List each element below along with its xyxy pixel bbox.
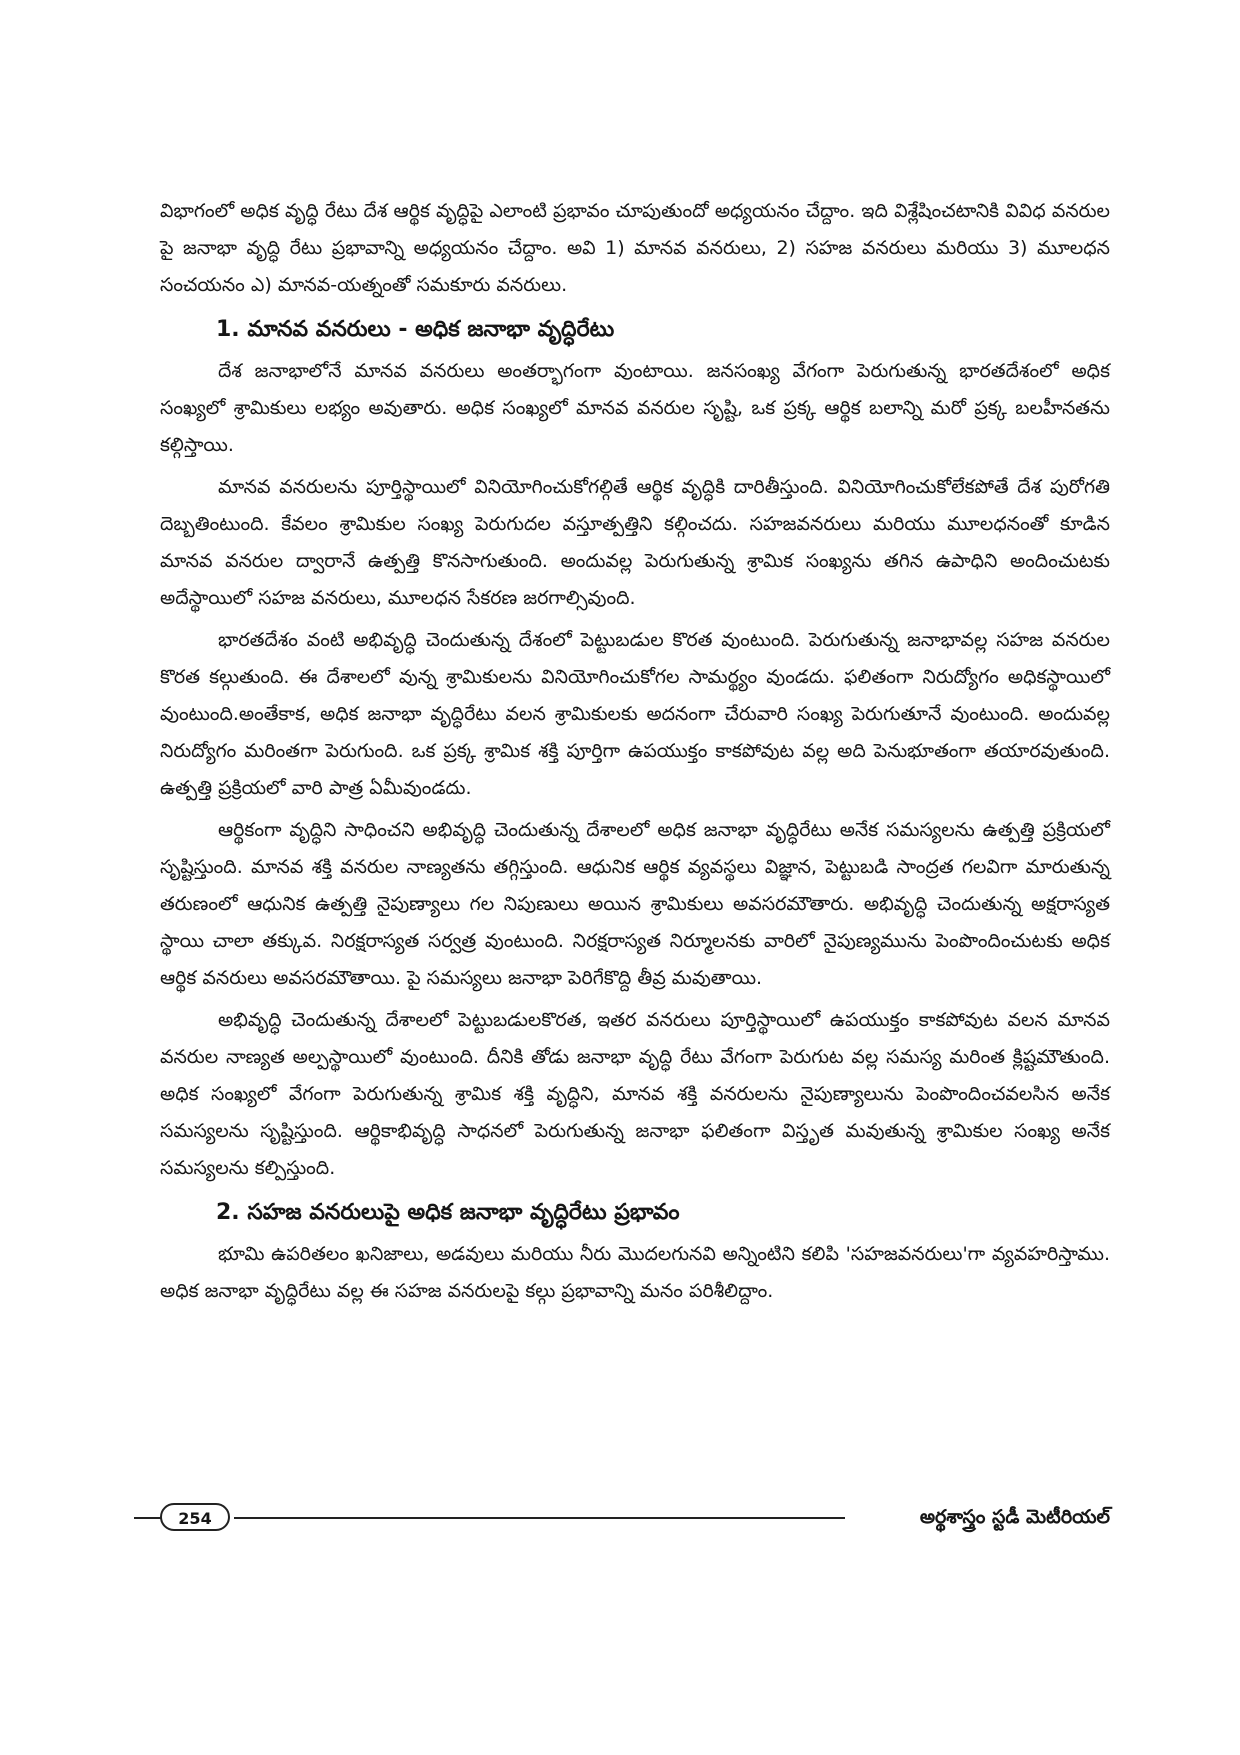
- page-footer: [160, 1500, 1110, 1536]
- page-number: 254: [178, 1509, 212, 1528]
- book-title: అర్థశాస్త్రం స్టడీ మెటీరియల్: [919, 1506, 1110, 1528]
- section-2-heading: 2. సహజ వనరులుపై అధిక జనాభా వృద్ధిరేటు ప్రభావం: [216, 1200, 680, 1225]
- section-1-paragraph-4: ఆర్థికంగా వృద్ధిని సాధించని అభివృద్ధి చెందుతున్న దేశాలలో అధిక జనాభా వృద్ధిరేటు అనేక సమస్యలను ఉత్పత్తి ప్రక్రియలో సృష్టిస్తుంది. మానవ శక్తి వనరుల నాణ్యతను తగ్గిస్తుంది. ఆధునిక ఆర్థిక వ్యవస్థలు విజ్ఞాన, పెట్టుబడి సాంద్రత గలవిగా మారుతున్న తరుణంలో ఆధునిక ఉత్పత్తి నైపుణ్యాలు గల నిపుణులు అయిన శ్రామికులు అవసరమౌతారు. అభివృద్ధి చెందుతున్న అక్షరాస్యత స్థాయి చాలా తక్కువ. నిరక్షరాస్యత సర్వత్ర వుంటుంది. నిరక్షరాస్యత నిర్మూలనకు వారిలో నైపుణ్యమును పెంపొందించుటకు అధిక ఆర్థిక వనరులు అవసరమౌతాయి. పై సమస్యలు జనాభా పెరిగేకొద్ది తీవ్ర మవుతాయి.: [160, 819, 1110, 989]
- section-1-paragraph-2: మానవ వనరులను పూర్తిస్థాయిలో వినియోగించుకోగల్గితే ఆర్థిక వృద్ధికి దారితీస్తుంది. వినియోగించుకోలేకపోతే దేశ పురోగతి దెబ్బతింటుంది. కేవలం శ్రామికుల సంఖ్య పెరుగుదల వస్తూత్పత్తిని కల్గించదు. సహజవనరులు మరియు మూలధనంతో కూడిన మానవ వనరుల ద్వారానే ఉత్పత్తి కొనసాగుతుంది. అందువల్ల పెరుగుతున్న శ్రామిక సంఖ్యను తగిన ఉపాధిని అందించుటకు అదేస్థాయిలో సహజ వనరులు, మూలధన సేకరణ జరగాల్సివుంది.: [160, 476, 1110, 609]
- section-1-paragraph-5: అభివృద్ధి చెందుతున్న దేశాలలో పెట్టుబడులకొరత, ఇతర వనరులు పూర్తిస్థాయిలో ఉపయుక్తం కాకపోవుట వలన మానవ వనరుల నాణ్యత అల్పస్థాయిలో వుంటుంది. దీనికి తోడు జనాభా వృద్ధి రేటు వేగంగా పెరుగుట వల్ల సమస్య మరింత క్లిష్టమౌతుంది. అధిక సంఖ్యలో వేగంగా పెరుగుతున్న శ్రామిక శక్తి వృద్ధిని, మానవ శక్తి వనరులను నైపుణ్యాలును పెంపొందించవలసిన అనేక సమస్యలను సృష్టిస్తుంది. ఆర్థికాభివృద్ధి సాధనలో పెరుగుతున్న జనాభా ఫలితంగా విస్తృత మవుతున్న శ్రామికుల సంఖ్య అనేక సమస్యలను కల్పిస్తుంది.: [160, 1009, 1110, 1179]
- section-2-paragraph-1: భూమి ఉపరితలం ఖనిజాలు, అడవులు మరియు నీరు మొదలగునవి అన్నింటిని కలిపి 'సహజవనరులు'గా వ్యవహరిస్తాము. అధిక జనాభా వృద్ధిరేటు వల్ల ఈ సహజ వనరులపై కల్గు ప్రభావాన్ని మనం పరిశీలిద్దాం.: [160, 1243, 1110, 1302]
- intro-paragraph: విభాగంలో అధిక వృద్ధి రేటు దేశ ఆర్థిక వృద్ధిపై ఎలాంటి ప్రభావం చూపుతుందో అధ్యయనం చేద్దాం. ఇది విశ్లేషించటానికి వివిధ వనరుల పై జనాభా వృద్ధి రేటు ప్రభావాన్ని అధ్యయనం చేద్దాం. అవి 1) మానవ వనరులు, 2) సహజ వనరులు మరియు 3) మూలధన సంచయనం ఎ) మానవ-యత్నంతో సమకూరు వనరులు.: [160, 200, 1110, 296]
- footer-rule: [234, 1517, 845, 1519]
- body-text: [160, 193, 1110, 1310]
- page-number-badge: [160, 1503, 230, 1531]
- section-1-paragraph-3: భారతదేశం వంటి అభివృద్ధి చెందుతున్న దేశంలో పెట్టుబడుల కొరత వుంటుంది. పెరుగుతున్న జనాభావల్ల సహజ వనరుల కొరత కల్గుతుంది. ఈ దేశాలలో వున్న శ్రామికులను వినియోగించుకోగల సామర్థ్యం వుండదు. ఫలితంగా నిరుద్యోగం అధికస్థాయిలో వుంటుంది.అంతేకాక, అధిక జనాభా వృద్ధిరేటు వలన శ్రామికులకు అదనంగా చేరువారి సంఖ్య పెరుగుతూనే వుంటుంది. అందువల్ల నిరుద్యోగం మరింతగా పెరుగుంది. ఒక ప్రక్క శ్రామిక శక్తి పూర్తిగా ఉపయుక్తం కాకపోవుట వల్ల అది పెనుభూతంగా తయారవుతుంది. ఉత్పత్తి ప్రక్రియలో వారి పాత్ర ఏమీవుండదు.: [160, 629, 1110, 799]
- section-1-heading: 1. మానవ వనరులు - అధిక జనాభా వృద్ధిరేటు: [216, 317, 615, 342]
- page-number-tail: [134, 1517, 162, 1519]
- section-1-paragraph-1: దేశ జనాభాలోనే మానవ వనరులు అంతర్భాగంగా వుంటాయి. జనసంఖ్య వేగంగా పెరుగుతున్న భారతదేశంలో అధిక సంఖ్యలో శ్రామికులు లభ్యం అవుతారు. అధిక సంఖ్యలో మానవ వనరుల సృష్టి, ఒక ప్రక్క ఆర్థిక బలాన్ని మరో ప్రక్క బలహీనతను కల్గిస్తాయి.: [160, 360, 1110, 456]
